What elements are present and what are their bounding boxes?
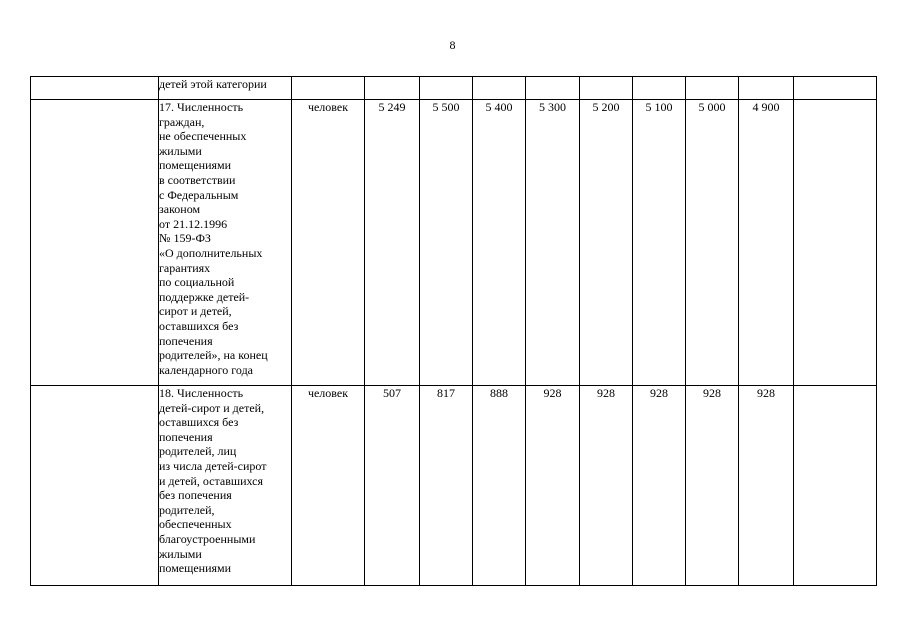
value-cell: 928 — [580, 386, 633, 586]
value-cell: 928 — [526, 386, 580, 586]
indicator-name-line: без попечения — [159, 488, 232, 503]
indicator-name-line: родителей, — [159, 502, 215, 517]
indicator-name-line: из числа детей-сирот — [159, 458, 267, 473]
indicator-name-line: помещениями — [159, 561, 232, 576]
indicator-name-cell — [159, 386, 292, 586]
indicator-name-line: гарантиях — [159, 260, 211, 275]
note-cell — [794, 100, 877, 386]
indicator-name-line: 17. Численность — [159, 100, 244, 114]
note-cell — [794, 77, 877, 100]
indicator-name-line: попечения — [159, 429, 213, 444]
value-cell — [365, 77, 420, 100]
value-cell: 5 249 — [365, 100, 420, 386]
value-cell: 888 — [473, 386, 526, 586]
indicator-name-line: помещениями — [159, 158, 232, 173]
indicator-name-cell — [159, 100, 292, 386]
indicator-name-line: № 159-ФЗ — [159, 231, 211, 246]
value-cell — [739, 77, 794, 100]
indicator-name-line: сирот и детей, — [159, 304, 232, 319]
indicator-name-line: детей-сирот и детей, — [159, 400, 265, 415]
indicator-name-line: в соответствии — [159, 172, 236, 187]
indicator-name-line: поддержке детей- — [159, 289, 250, 304]
section-cell — [31, 100, 159, 386]
value-cell: 5 500 — [420, 100, 473, 386]
value-cell: 5 000 — [686, 100, 739, 386]
indicator-name-line: с Федеральным — [159, 187, 239, 202]
unit-cell: человек — [292, 100, 365, 386]
indicator-name-line: законом — [159, 202, 201, 217]
section-cell — [31, 386, 159, 586]
indicator-name-line: оставшихся без — [159, 415, 239, 430]
value-cell: 5 300 — [526, 100, 580, 386]
value-cell: 5 400 — [473, 100, 526, 386]
value-cell: 5 100 — [633, 100, 686, 386]
unit-cell — [292, 77, 365, 100]
indicator-name-line: не обеспеченных — [159, 129, 247, 144]
indicator-name-cell — [159, 77, 292, 100]
indicator-name-line: от 21.12.1996 — [159, 216, 228, 231]
unit-cell: человек — [292, 386, 365, 586]
indicator-name-line: благоустроенными — [159, 531, 256, 546]
value-cell: 928 — [633, 386, 686, 586]
indicator-name-line: жилыми — [159, 143, 202, 158]
indicator-name-line: по социальной — [159, 275, 235, 290]
value-cell: 5 200 — [580, 100, 633, 386]
value-cell — [580, 77, 633, 100]
table-row — [31, 100, 877, 386]
indicator-name-line: граждан, — [159, 114, 205, 129]
page-number: 8 — [449, 38, 456, 52]
value-cell — [526, 77, 580, 100]
value-cell — [473, 77, 526, 100]
indicator-name-line: родителей, лиц — [159, 444, 237, 459]
indicator-name-line: оставшихся без — [159, 318, 239, 333]
indicator-name-line: попечения — [159, 333, 213, 348]
indicator-name-line: и детей, оставшихся — [159, 473, 264, 488]
value-cell: 4 900 — [739, 100, 794, 386]
table-row — [31, 386, 877, 586]
value-cell: 817 — [420, 386, 473, 586]
value-cell — [420, 77, 473, 100]
value-cell — [686, 77, 739, 100]
value-cell: 507 — [365, 386, 420, 586]
indicators-table — [30, 76, 877, 586]
indicator-name-line: 18. Численность — [159, 386, 244, 400]
value-cell: 928 — [686, 386, 739, 586]
indicator-name-line: календарного года — [159, 362, 254, 377]
note-cell — [794, 386, 877, 586]
value-cell: 928 — [739, 386, 794, 586]
indicator-name-line: жилыми — [159, 546, 202, 561]
section-cell — [31, 77, 159, 100]
indicator-name-line: «О дополнительных — [159, 245, 263, 260]
indicator-name-line: детей этой категории — [159, 77, 267, 91]
indicator-name-line: обеспеченных — [159, 517, 232, 532]
value-cell — [633, 77, 686, 100]
table-row — [31, 77, 877, 100]
indicator-name-line: родителей», на конец — [159, 348, 268, 363]
